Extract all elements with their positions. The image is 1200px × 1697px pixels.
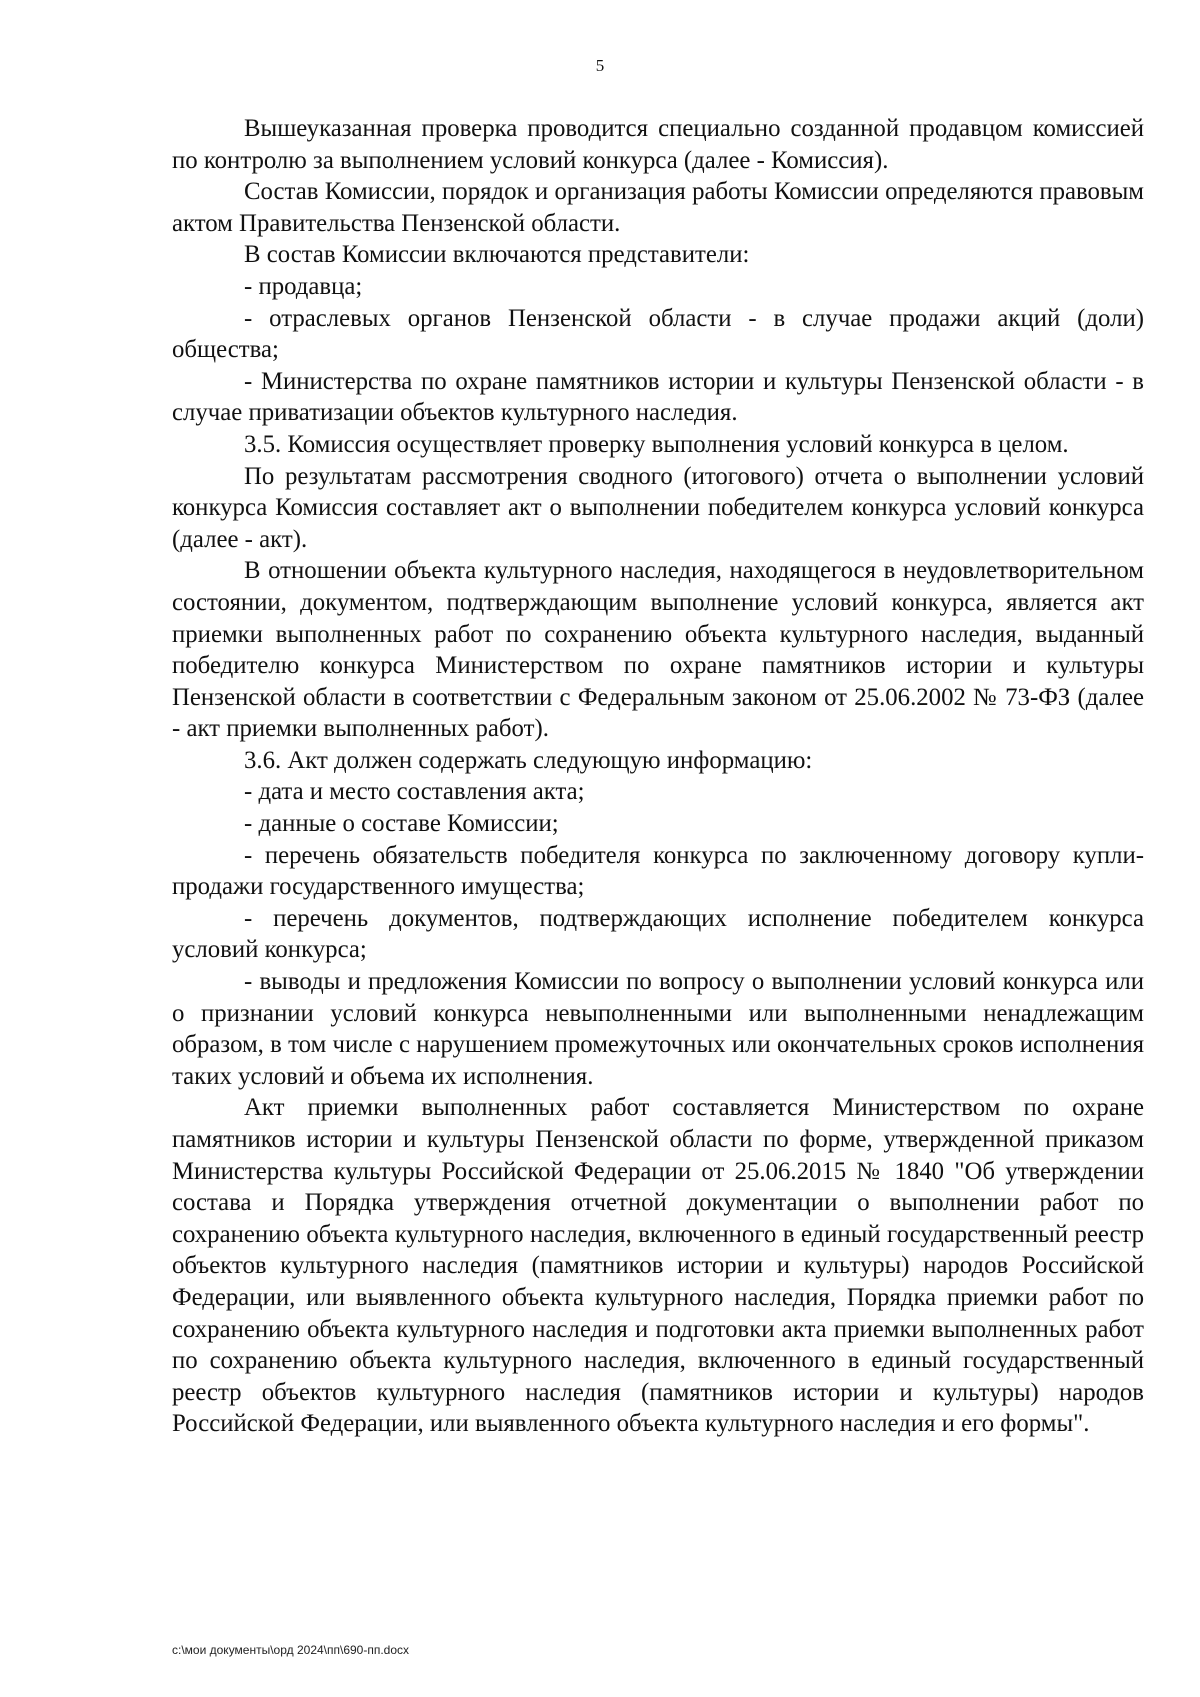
paragraph: В отношении объекта культурного наследия, находящегося в неудовлетворительном состоянии, документом, подтверждающим выполнение условий конкурса, является акт приемки выполненных работ по сохранению объекта культурного наследия, выданный победителю конкурса Министерством по охране памятников истории и культуры Пензенской области в соответствии с Федеральным законом от 25.06.2002 № 73-ФЗ (далее - акт приемки выполненных работ). bbox=[172, 557, 1144, 743]
list-item: - отраслевых органов Пензенской области - в случае продажи акций (доли) общества; bbox=[172, 304, 1144, 364]
list-item: - перечень обязательств победителя конкурса по заключенному договору купли-продажи государственного имущества; bbox=[172, 841, 1144, 901]
document-body bbox=[172, 113, 1144, 1440]
paragraph: По результатам рассмотрения сводного (итогового) отчета о выполнении условий конкурса Комиссия составляет акт о выполнении победителем конкурса условий конкурса (далее - акт). bbox=[172, 462, 1144, 553]
list-item: - дата и место составления акта; bbox=[244, 778, 585, 806]
paragraph: В состав Комиссии включаются представители: bbox=[244, 241, 750, 269]
paragraph: Состав Комиссии, порядок и организация работы Комиссии определяются правовым актом Правительства Пензенской области. bbox=[172, 178, 1144, 237]
list-item: - Министерства по охране памятников истории и культуры Пензенской области - в случае приватизации объектов культурного наследия. bbox=[172, 367, 1144, 427]
paragraph: Вышеуказанная проверка проводится специально созданной продавцом комиссией по контролю за выполнением условий конкурса (далее - Комиссия). bbox=[172, 115, 1144, 174]
file-path-footer: c:\мои документы\орд 2024\пп\690-пп.docx bbox=[172, 1643, 410, 1657]
list-item: - данные о составе Комиссии; bbox=[244, 810, 559, 838]
paragraph: Акт приемки выполненных работ составляется Министерством по охране памятников истории и культуры Пензенской области по форме, утвержденной приказом Министерства культуры Российской Федерации от 25.06.2015 № 1840 "Об утверждении состава и Порядка утверждения отчетной документации о выполнении работ по сохранению объекта культурного наследия, включенного в единый государственный реестр объектов культурного наследия (памятников истории и культуры) народов Российской Федерации, или выявленного объекта культурного наследия, Порядка приемки работ по сохранению объекта культурного наследия и подготовки акта приемки выполненных работ по сохранению объекта культурного наследия, включенного в единый государственный реестр объектов культурного наследия (памятников истории и культуры) народов Российской Федерации, или выявленного объекта культурного наследия и его формы". bbox=[172, 1094, 1144, 1438]
list-item: - перечень документов, подтверждающих исполнение победителем конкурса условий конкурса; bbox=[172, 904, 1144, 964]
list-item: - выводы и предложения Комиссии по вопросу о выполнении условий конкурса или о признании условий конкурса невыполненными или выполненными ненадлежащим образом, в том числе с нарушением промежуточных или окончательных сроков исполнения таких условий и объема их исполнения. bbox=[172, 968, 1144, 1090]
page-number: 5 bbox=[595, 56, 605, 75]
clause-3-5: 3.5. Комиссия осуществляет проверку выполнения условий конкурса в целом. bbox=[244, 430, 1069, 458]
clause-3-6: 3.6. Акт должен содержать следующую информацию: bbox=[244, 746, 813, 774]
list-item: - продавца; bbox=[244, 272, 363, 300]
